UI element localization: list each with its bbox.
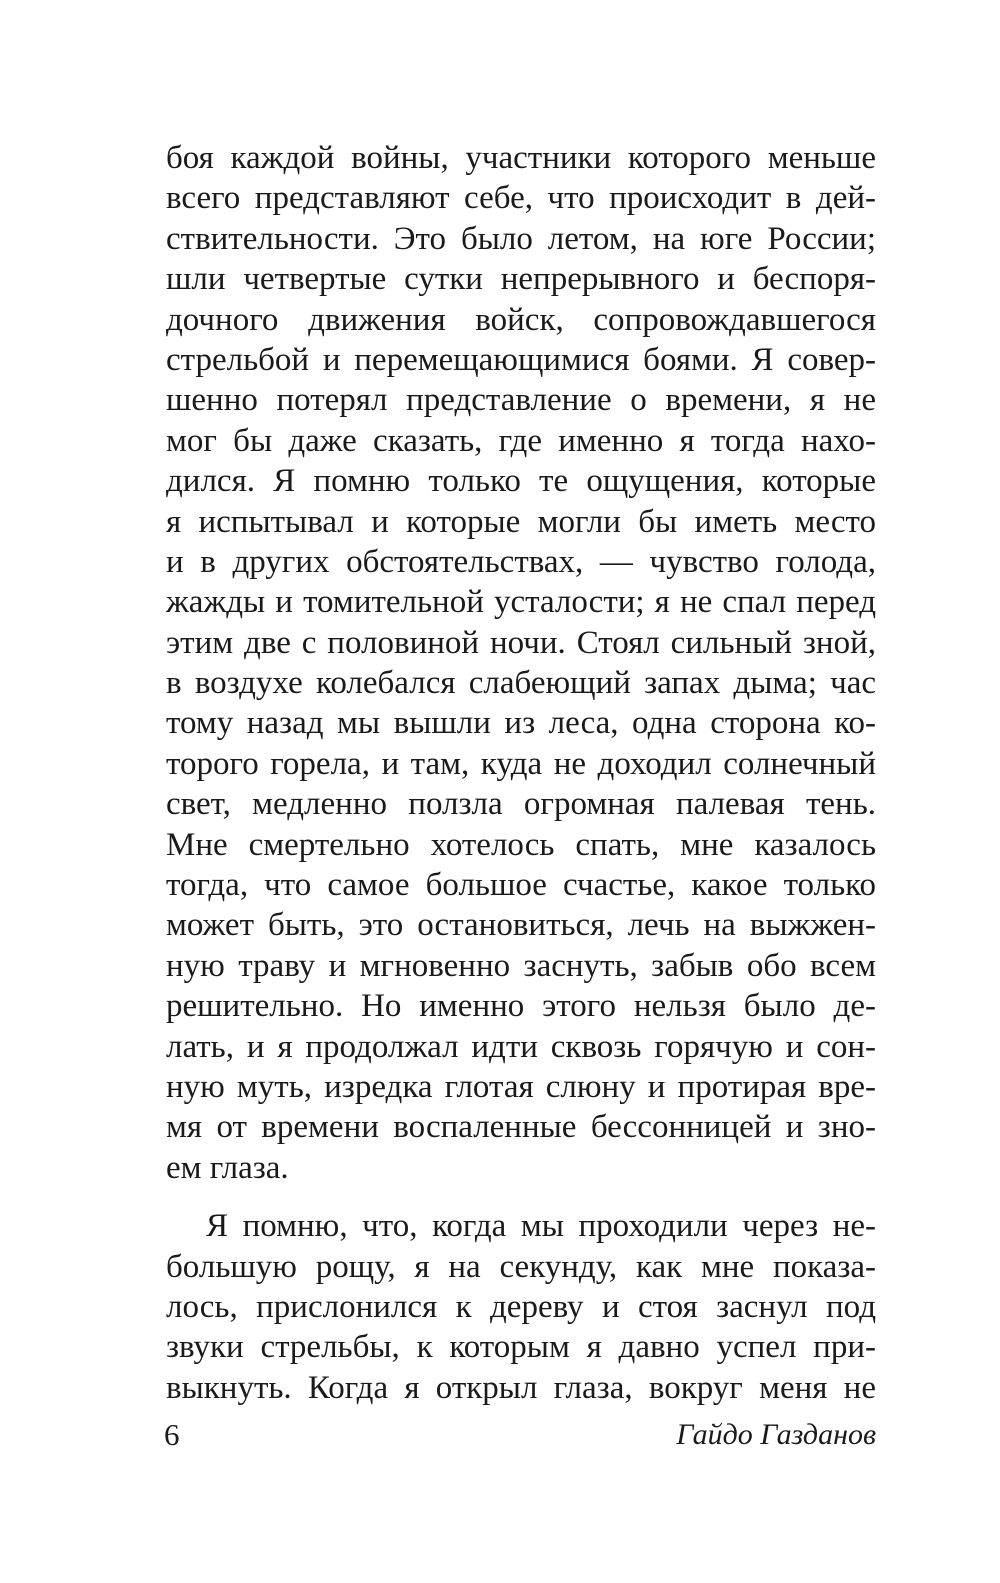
text-line: лать, и я продолжал идти сквозь горячую и сон- — [166, 1028, 876, 1065]
text-line: дочного движения войск, сопровождавшегося — [166, 301, 876, 338]
text-line: и в других обстоятельствах, — чувство голода, — [166, 543, 876, 580]
text-line: жажды и томительной усталости; я не спал перед — [166, 584, 876, 621]
text-line: торого горела, и там, куда не доходил солнечный — [166, 745, 876, 782]
text-line: мя от времени воспаленные бессонницей и зно- — [166, 1109, 876, 1146]
text-line: может быть, это остановиться, лечь на выжжен- — [166, 907, 876, 944]
paragraph — [166, 1206, 876, 1408]
text-line: лось, прислонился к дереву и стоя заснул под — [166, 1288, 876, 1325]
text-line: Я помню, что, когда мы проходили через не- — [206, 1208, 876, 1245]
text-line: шенно потерял представление о времени, я не — [166, 382, 876, 419]
text-line: всего представляют себе, что происходит в дей- — [166, 180, 876, 217]
text-line: ствительности. Это было летом, на юге России; — [166, 220, 876, 257]
text-line: стрельбой и перемещающимися боями. Я совер- — [166, 341, 876, 378]
text-line: я испытывал и которые могли бы иметь место — [166, 503, 876, 540]
text-line: большую рощу, я на секунду, как мне показа- — [166, 1248, 876, 1285]
body-text — [166, 138, 876, 1408]
page-number: 6 — [164, 1417, 180, 1452]
text-line: шли четвертые сутки непрерывного и беспоря- — [166, 261, 876, 298]
text-line: свет, медленно ползла огромная палевая тень. — [166, 786, 876, 823]
running-footer-author: Гайдо Газданов — [676, 1418, 876, 1451]
text-line: тогда, что самое большое счастье, какое только — [166, 867, 876, 904]
text-line: выкнуть. Когда я открыл глаза, вокруг меня не — [166, 1369, 876, 1406]
text-line: ем глаза. — [166, 1149, 289, 1186]
paragraph-gap — [166, 1188, 876, 1206]
text-line: мог бы даже сказать, где именно я тогда нахо- — [166, 422, 876, 459]
text-line: звуки стрельбы, к которым я давно успел при- — [166, 1329, 876, 1366]
text-line: Мне смертельно хотелось спать, мне казалось — [166, 826, 876, 863]
text-line: боя каждой войны, участники которого меньше — [166, 140, 876, 176]
text-line: в воздухе колебался слабеющий запах дыма; час — [166, 665, 876, 702]
text-line: дился. Я помню только те ощущения, которые — [166, 463, 876, 500]
paragraph — [166, 138, 876, 1188]
text-line: тому назад мы вышли из леса, одна сторона ко- — [166, 705, 876, 742]
text-line: ную муть, изредка глотая слюну и протирая вре- — [166, 1068, 876, 1105]
text-line: решительно. Но именно этого нельзя было де- — [166, 988, 876, 1025]
text-line: ную траву и мгновенно заснуть, забыв обо всем — [166, 947, 876, 984]
text-line: этим две с половиной ночи. Стоял сильный зной, — [166, 624, 876, 661]
